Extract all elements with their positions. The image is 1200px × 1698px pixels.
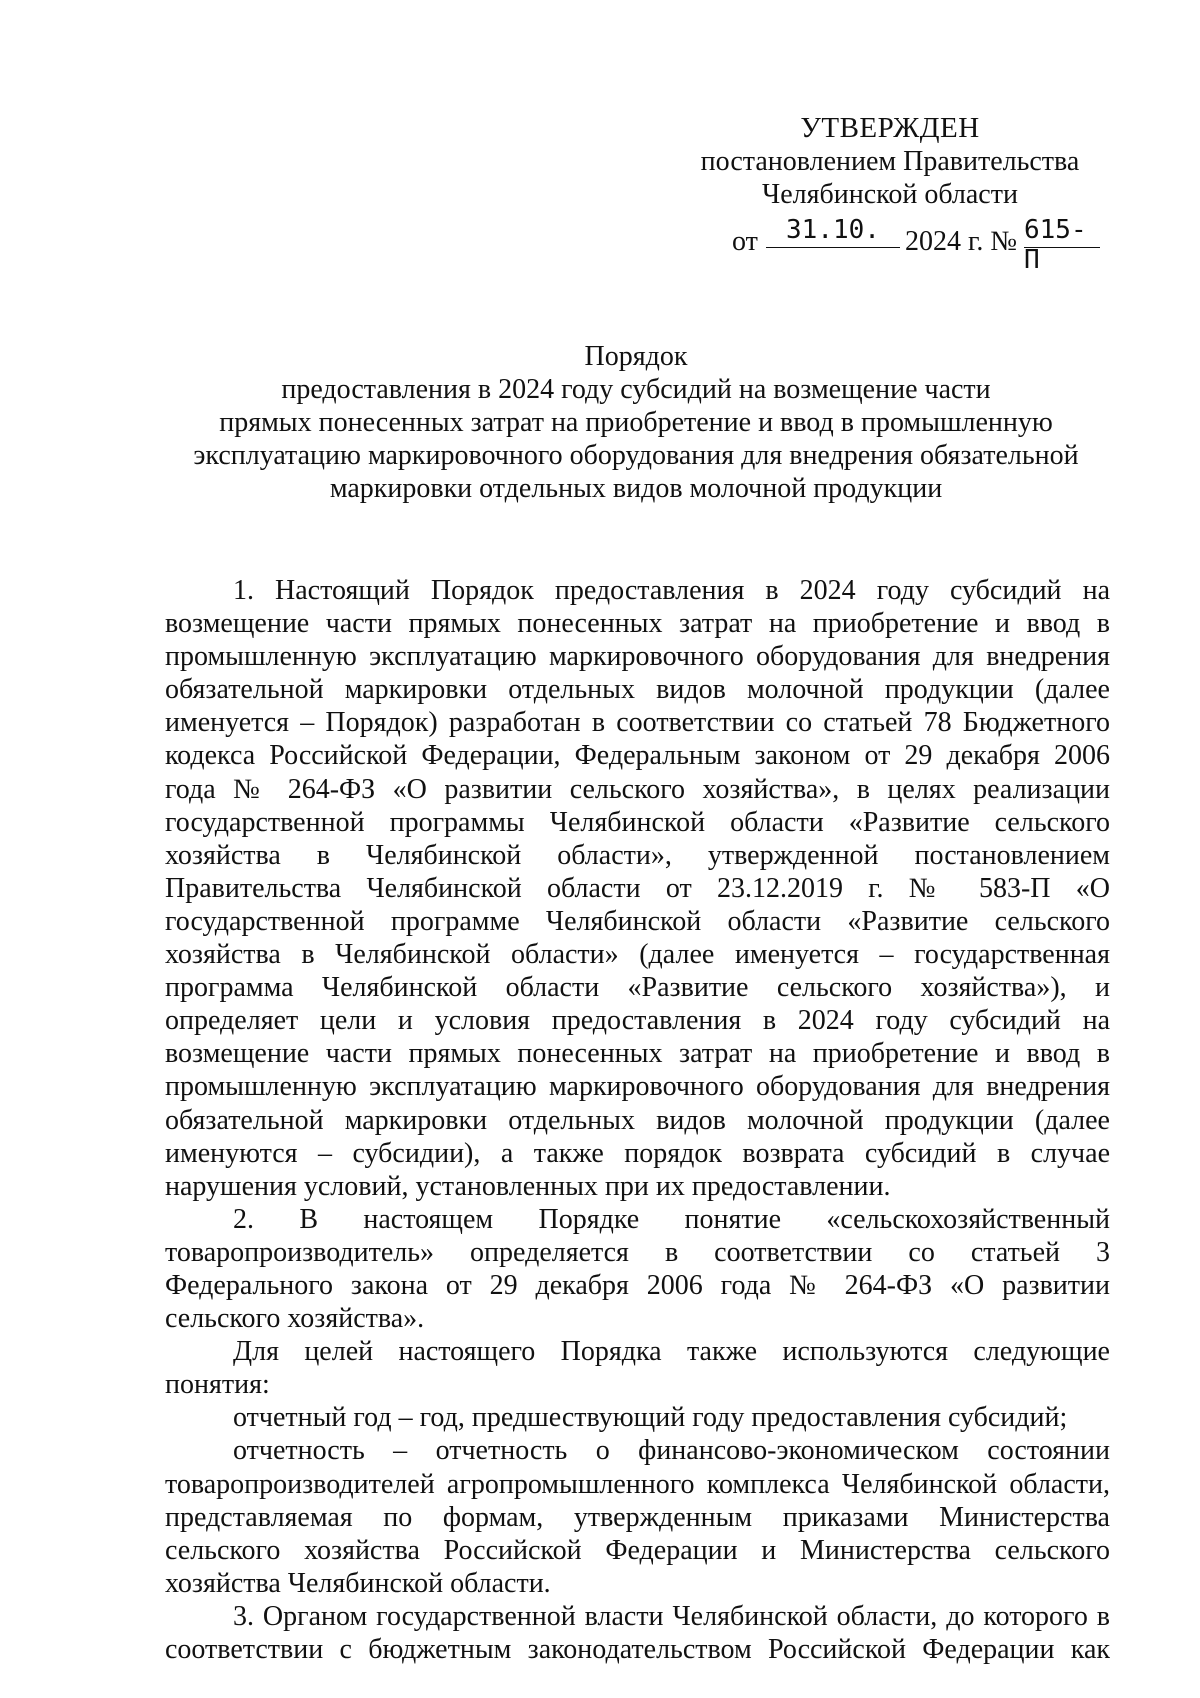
approval-line-1: постановлением Правительства (700, 146, 1080, 177)
paragraph-definition-reporting-year: отчетный год – год, предшествующий году предоставления субсидий; (233, 1402, 1068, 1434)
paragraph-2: 2. В настоящем Порядке понятие «сельскохозяйственный товаропроизводитель» определяется в соответствии со статьей 3 Федерального закона от 29 декабря 2006 года № 264-ФЗ «О развитии сельского хозяйства». (165, 1203, 1110, 1335)
approval-date-line (680, 211, 1100, 275)
document-body (165, 574, 1110, 1666)
approval-date: 31.10. (766, 215, 900, 248)
heading-title: Порядок (584, 341, 688, 372)
approval-number: 615-П (1024, 215, 1100, 248)
heading-line-1: предоставления в 2024 году субсидий на возмещение части (281, 374, 991, 405)
approval-line-2: Челябинской области (762, 179, 1018, 210)
paragraph-definition-reporting: отчетность – отчетность о финансово-экономическом состоянии товаропроизводителей агропромышленного комплекса Челябинской области, представляемая по формам, утвержденным приказами Министерства сельского хозяйства Российской Федерации и Министерства сельского хозяйства Челябинской области. (165, 1435, 1110, 1599)
heading-line-2: прямых понесенных затрат на приобретение и ввод в промышленную (219, 407, 1053, 438)
heading-line-3: эксплуатацию маркировочного оборудования для внедрения обязательной (193, 440, 1079, 471)
document-heading (150, 340, 1122, 505)
paragraph-definitions-intro: Для целей настоящего Порядка также используются следующие понятия: (165, 1336, 1110, 1401)
approval-stamp (680, 112, 1100, 275)
approval-title: УТВЕРЖДЕН (800, 112, 980, 144)
approval-prefix: от (732, 226, 758, 257)
paragraph-1: 1. Настоящий Порядок предоставления в 2024 году субсидий на возмещение части прямых понесенных затрат на приобретение и ввод в промышленную эксплуатацию маркировочного оборудования для внедрения обязательной маркировки отдельных видов молочной продукции (далее именуется – Порядок) разработан в соответствии со статьей 78 Бюджетного кодекса Российской Федерации, Федеральным законом от 29 декабря 2006 года № 264-ФЗ «О развитии сельского хозяйства», в целях реализации государственной программы Челябинской области «Развитие сельского хозяйства в Челябинской области», утвержденной постановлением Правительства Челябинской области от 23.12.2019 г. № 583-П «О государственной программе Челябинской области «Развитие сельского хозяйства в Челябинской области» (далее именуется – государственная программа Челябинской области «Развитие сельского хозяйства»), и определяет цели и условия предоставления в 2024 году субсидий на возмещение части прямых понесенных затрат на приобретение и ввод в промышленную эксплуатацию маркировочного оборудования для внедрения обязательной маркировки отдельных видов молочной продукции (далее именуются – субсидии), а также порядок возврата субсидий в случае нарушения условий, установленных при их предоставлении. (165, 575, 1110, 1202)
paragraph-3: 3. Органом государственной власти Челябинской области, до которого в соответствии с бюджетным законодательством Российской Федерации как (165, 1600, 1110, 1665)
heading-line-4: маркировки отдельных видов молочной продукции (329, 473, 943, 504)
approval-year: 2024 г. № (905, 226, 1018, 257)
